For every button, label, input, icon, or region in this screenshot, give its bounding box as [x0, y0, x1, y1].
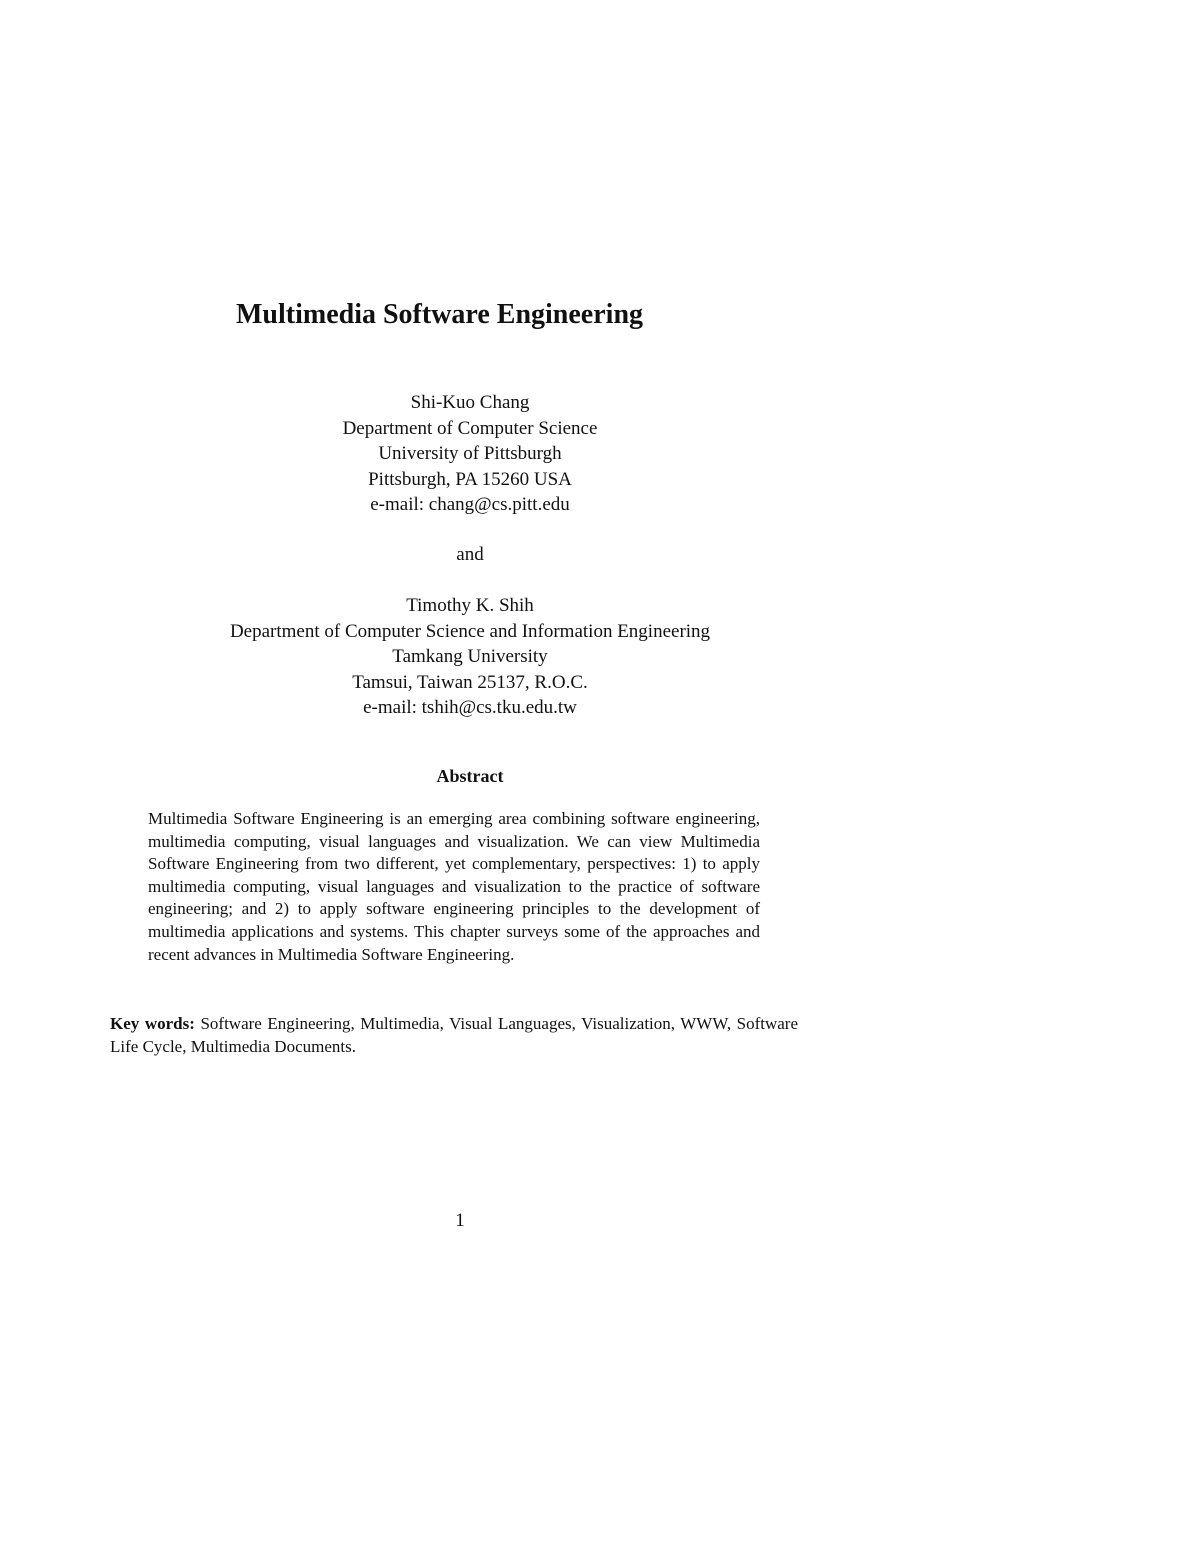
author-name: Shi-Kuo Chang [410, 392, 530, 413]
author-address: Tamsui, Taiwan 25137, R.O.C. [352, 671, 588, 693]
abstract-heading: Abstract [436, 766, 504, 786]
page-number: 1 [455, 1210, 465, 1231]
author-university: Tamkang University [392, 646, 548, 667]
keywords-text: Software Engineering, Multimedia, Visual Languages, Visualization, WWW, Software Life Cycle, Multimedia Documents. [110, 1014, 799, 1056]
author-university: University of Pittsburgh [378, 443, 562, 464]
keywords-paragraph [110, 1012, 798, 1058]
author-name: Timothy K. Shih [406, 595, 534, 616]
abstract-body: Multimedia Software Engineering is an emerging area combining software engineering, multimedia computing, visual languages and visualization. We can view Multimedia Software Engineering from two different, yet complementary, perspectives: 1) to apply multimedia computing, visual languages and visualization to the practice of software engineering; and 2) to apply software engineering principles to the development of multimedia applications and systems. This chapter surveys some of the approaches and recent advances in Multimedia Software Engineering. [148, 809, 760, 964]
paper-title: Multimedia Software Engineering [236, 299, 644, 330]
author-department: Department of Computer Science and Information Engineering [229, 620, 711, 642]
author-email: e-mail: tshih@cs.tku.edu.tw [363, 697, 577, 718]
keywords-label: Key words: [110, 1014, 195, 1033]
author-block-1 [170, 390, 770, 518]
author-block-2 [170, 593, 770, 721]
author-address: Pittsburgh, PA 15260 USA [368, 468, 572, 490]
author-conjunction: and [456, 544, 484, 565]
author-department: Department of Computer Science [342, 417, 598, 439]
author-email: e-mail: chang@cs.pitt.edu [370, 494, 570, 515]
